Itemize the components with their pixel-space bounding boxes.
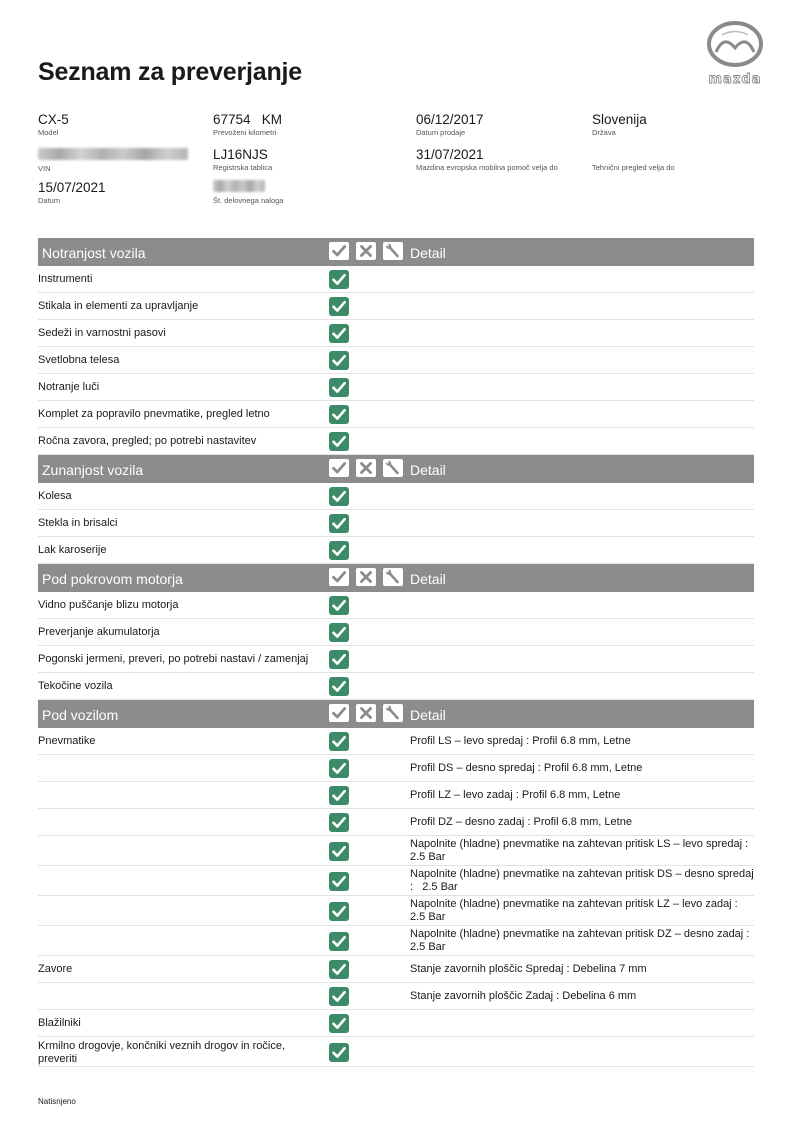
checklist-row <box>38 926 754 956</box>
row-detail: Profil LZ – levo zadaj : Profil 6.8 mm, Letne <box>410 789 621 801</box>
row-detail: Profil DZ – desno zadaj : Profil 6.8 mm, Letne <box>410 816 632 828</box>
info-date: 15/07/2021 Datum <box>38 180 106 205</box>
check-ok-icon <box>329 786 349 805</box>
check-ok-icon <box>329 514 349 533</box>
row-detail: Napolnite (hladne) pnevmatike na zahtevan pritisk DS – desno spredaj : 2.5 Bar <box>410 868 757 893</box>
row-label: Sedeži in varnostni pasovi <box>38 327 166 339</box>
checklist-row <box>38 428 754 455</box>
check-ok-icon <box>329 650 349 669</box>
checklist-row <box>38 782 754 809</box>
check-ok-icon <box>329 813 349 832</box>
check-ok-icon <box>329 270 349 289</box>
checklist-row <box>38 537 754 564</box>
row-detail: Stanje zavornih ploščic Zadaj : Debelina 6 mm <box>410 990 637 1002</box>
section-title: Pod pokrovom motorja <box>42 571 183 587</box>
info-work-order: Št. delovnega naloga <box>213 180 283 206</box>
detail-column-label: Detail <box>410 571 446 587</box>
checklist-row <box>38 619 754 646</box>
row-label: Zavore <box>38 963 73 975</box>
check-ok-icon <box>329 623 349 642</box>
checklist-row <box>38 510 754 537</box>
detail-column-label: Detail <box>410 462 446 478</box>
row-label: Lak karoserije <box>38 544 107 556</box>
row-label: Svetlobna telesa <box>38 354 120 366</box>
checklist-row <box>38 866 757 896</box>
check-ok-icon <box>329 932 349 951</box>
checklist-row <box>38 809 754 836</box>
check-ok-icon <box>329 732 349 751</box>
check-ok-icon <box>329 351 349 370</box>
section-header <box>38 455 754 483</box>
check-ok-icon <box>329 324 349 343</box>
check-ok-icon <box>329 1043 349 1062</box>
info-mileage: 67754 KM Prevoženi kilometri <box>213 112 283 137</box>
check-ok-icon <box>329 872 349 891</box>
check-ok-icon <box>329 902 349 921</box>
info-model: CX-5 Model <box>38 112 69 137</box>
row-detail: Napolnite (hladne) pnevmatike na zahtevan pritisk LZ – levo zadaj : 2.5 Bar <box>410 898 741 923</box>
row-label: Pnevmatike <box>38 735 96 747</box>
check-ok-icon <box>329 487 349 506</box>
checkmark-icon <box>329 704 349 722</box>
check-ok-icon <box>329 541 349 560</box>
section-header <box>38 700 754 728</box>
detail-column-label: Detail <box>410 707 446 723</box>
checklist-row <box>38 266 754 293</box>
row-label: Vidno puščanje blizu motorja <box>38 599 179 611</box>
row-detail: Napolnite (hladne) pnevmatike na zahtevan pritisk DZ – desno zadaj : 2.5 Bar <box>410 928 753 953</box>
cross-icon <box>356 568 376 586</box>
cross-icon <box>356 704 376 722</box>
check-ok-icon <box>329 1014 349 1033</box>
row-detail: Profil LS – levo spredaj : Profil 6.8 mm, Letne <box>410 735 631 747</box>
row-label: Instrumenti <box>38 273 93 285</box>
checkmark-icon <box>329 568 349 586</box>
row-detail: Profil DS – desno spredaj : Profil 6.8 mm, Letne <box>410 762 643 774</box>
checklist-row <box>38 347 754 374</box>
info-vin: VIN <box>38 148 188 174</box>
cross-icon <box>356 242 376 260</box>
check-ok-icon <box>329 405 349 424</box>
section-header <box>38 238 754 266</box>
info-country: Slovenija Država <box>592 112 647 137</box>
row-label: Komplet za popravilo pnevmatike, pregled letno <box>38 408 270 420</box>
checklist-row <box>38 1037 754 1067</box>
row-label: Tekočine vozila <box>38 680 113 692</box>
section-header <box>38 564 754 592</box>
info-inspection: Tehnični pregled velja do <box>592 163 675 172</box>
checklist-row <box>38 483 754 510</box>
section-title: Zunanjost vozila <box>42 462 144 478</box>
work-order-redacted <box>213 180 265 192</box>
mazda-logo <box>700 20 770 88</box>
row-label: Pogonski jermeni, preveri, po potrebi nastavi / zamenjaj <box>38 653 309 665</box>
checklist-row <box>38 896 754 926</box>
wrench-icon <box>383 704 403 722</box>
row-label: Notranje luči <box>38 381 100 393</box>
check-ok-icon <box>329 842 349 861</box>
check-ok-icon <box>329 677 349 696</box>
row-label: Ročna zavora, pregled; po potrebi nastavitev <box>38 435 257 447</box>
page-title: Seznam za preverjanje <box>38 58 302 86</box>
checklist-row <box>38 728 754 755</box>
row-detail: Napolnite (hladne) pnevmatike na zahtevan pritisk LS – levo spredaj : 2.5 Bar <box>410 838 752 863</box>
wrench-icon <box>383 459 403 477</box>
info-plate: LJ16NJS Registrska tablica <box>213 147 273 172</box>
row-detail: Stanje zavornih ploščic Spredaj : Debelina 7 mm <box>410 963 647 975</box>
checklist-table <box>38 238 757 1067</box>
section-title: Pod vozilom <box>42 707 119 723</box>
check-ok-icon <box>329 297 349 316</box>
row-label: Stekla in brisalci <box>38 517 118 529</box>
detail-column-label: Detail <box>410 245 446 261</box>
cross-icon <box>356 459 376 477</box>
check-ok-icon <box>329 378 349 397</box>
checklist-row <box>38 374 754 401</box>
info-assistance: 31/07/2021 Mazdina evropska mobilna pomoč velja do <box>416 147 558 172</box>
vin-redacted <box>38 148 188 160</box>
row-label: Stikala in elementi za upravljanje <box>38 300 199 312</box>
checklist-row <box>38 592 754 619</box>
checklist-row <box>38 836 754 866</box>
info-sale-date: 06/12/2017 Datum prodaje <box>416 112 484 137</box>
checklist-row <box>38 646 754 673</box>
row-label: Preverjanje akumulatorja <box>38 626 160 638</box>
check-ok-icon <box>329 960 349 979</box>
footer-printed: Natisnjeno <box>38 1097 76 1106</box>
check-ok-icon <box>329 432 349 451</box>
checkmark-icon <box>329 459 349 477</box>
checklist-row <box>38 983 754 1010</box>
check-ok-icon <box>329 596 349 615</box>
checklist-row <box>38 956 754 983</box>
section-title: Notranjost vozila <box>42 245 146 261</box>
checklist-row <box>38 293 754 320</box>
row-label: Blažilniki <box>38 1017 81 1029</box>
check-ok-icon <box>329 987 349 1006</box>
checklist-row <box>38 320 754 347</box>
logo-text: mazda <box>708 72 762 87</box>
checkmark-icon <box>329 242 349 260</box>
checklist-row <box>38 1010 754 1037</box>
wrench-icon <box>383 242 403 260</box>
checklist-row <box>38 673 754 700</box>
row-label: Krmilno drogovje, končniki veznih drogov in ročice, preveriti <box>38 1040 286 1065</box>
row-label: Kolesa <box>38 490 72 502</box>
checklist-row <box>38 401 754 428</box>
check-ok-icon <box>329 759 349 778</box>
checklist-row <box>38 755 754 782</box>
wrench-icon <box>383 568 403 586</box>
